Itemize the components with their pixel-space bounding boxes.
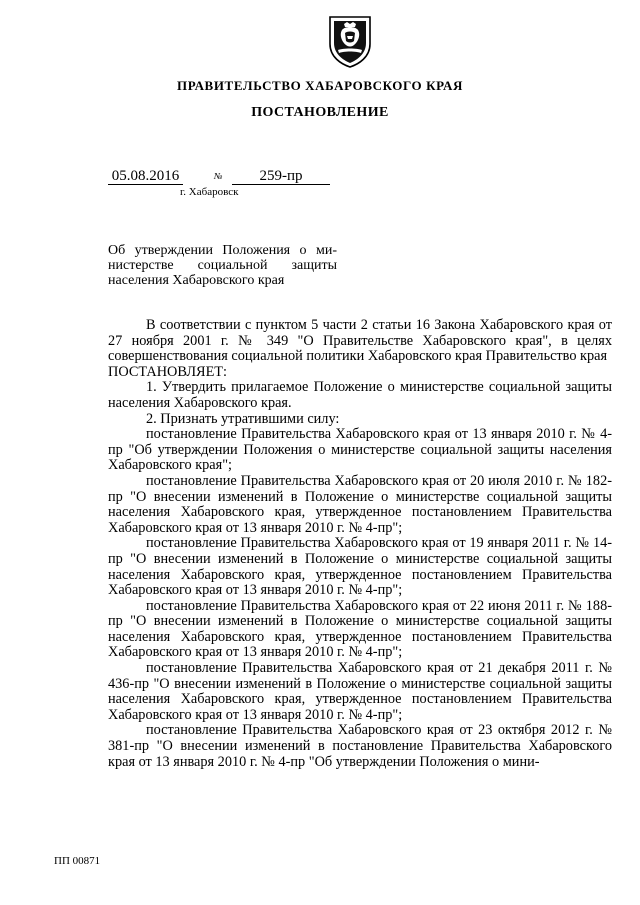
- paragraph-repealed: постановление Правительства Хабаровского края от 13 января 2010 г. № 4-пр "Об утверждении Положения о министерстве социальной защиты населения Хабаровского края";: [108, 426, 612, 474]
- document-number: 259-пр: [232, 168, 330, 185]
- paragraph-repealed: постановление Правительства Хабаровского края от 20 июля 2010 г. № 182-пр "О внесении изменений в Положение о министерстве социальной защиты населения Хабаровского края, утвержденное постановлением Правительства Хабаровского края от 13 января 2010 г. № 4-пр";: [108, 472, 612, 536]
- paragraph-repealed: постановление Правительства Хабаровского края от 22 июня 2011 г. № 188-пр "О внесении изменений в Положение о министерстве социальной защиты населения Хабаровского края, утвержденное постановлением Правительства Хабаровского края от 13 января 2010 г. № 4-пр";: [108, 597, 612, 661]
- subject-line: Об утверждении Положения о ми-: [108, 243, 337, 258]
- government-title: ПРАВИТЕЛЬСТВО ХАБАРОВСКОГО КРАЯ: [176, 78, 463, 93]
- paragraph-item-2: 2. Признать утратившими силу:: [146, 410, 340, 427]
- paragraph-repealed: постановление Правительства Хабаровского края от 21 декабря 2011 г. № 436-пр "О внесении изменений в Положение о министерстве социальной защиты населения Хабаровского края, утвержденное постановлением Правительства Хабаровского края от 13 января 2010 г. № 4-пр";: [108, 660, 612, 723]
- document-body: [108, 318, 612, 770]
- paragraph-resolves: ПОСТАНОВЛЯЕТ:: [108, 363, 228, 380]
- coat-of-arms-icon: [327, 14, 373, 68]
- document-type: ПОСТАНОВЛЕНИЕ: [251, 105, 389, 120]
- number-sign: №: [214, 171, 223, 181]
- city: г. Хабаровск: [180, 186, 239, 198]
- paragraph-item-1: 1. Утвердить прилагаемое Положение о министерстве социальной защиты населения Хабаровского края.: [108, 379, 612, 411]
- subject-line: нистерстве социальной защиты: [108, 258, 337, 273]
- paragraph-repealed: постановление Правительства Хабаровского края от 23 октября 2012 г. № 381-пр "О внесении изменений в постановление Правительства Хабаровского края от 13 января 2010 г. № 4-пр "Об утверждении Положения о мини-: [108, 722, 612, 770]
- paragraph-repealed: постановление Правительства Хабаровского края от 19 января 2011 г. № 14-пр "О внесении изменений в Положение о министерстве социальной защиты населения Хабаровского края, утвержденное постановлением Правительства Хабаровского края от 13 января 2010 г. № 4-пр";: [108, 535, 612, 599]
- document-subject: [108, 243, 337, 288]
- document-date: 05.08.2016: [108, 168, 183, 185]
- paragraph-preamble: В соответствии с пунктом 5 части 2 статьи 16 Закона Хабаровского края от 27 ноября 2001 г. № 349 "О Правительстве Хабаровского края", в целях совершенствования социальной политики Хабаровского края Правительство края: [108, 317, 612, 365]
- subject-line: населения Хабаровского края: [108, 273, 285, 288]
- footer-code: ПП 00871: [54, 855, 101, 867]
